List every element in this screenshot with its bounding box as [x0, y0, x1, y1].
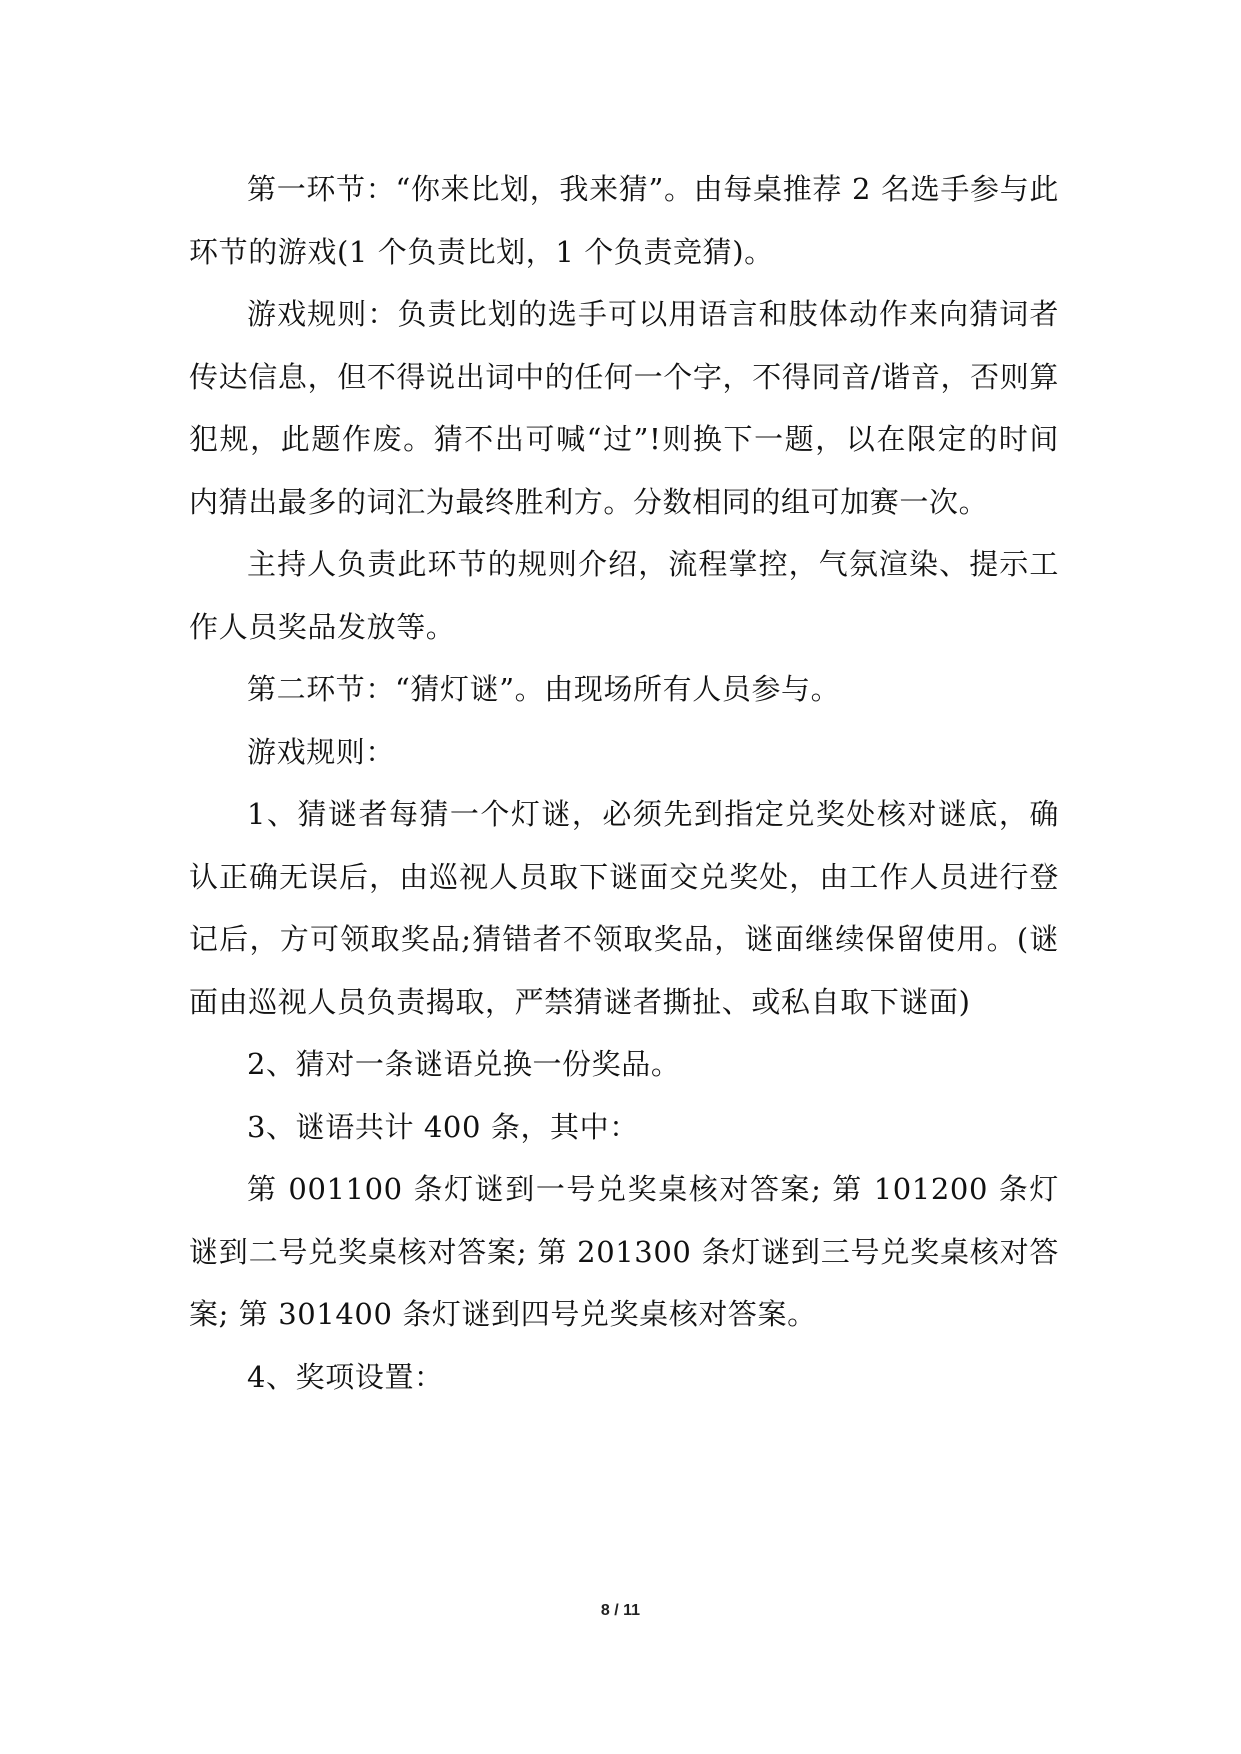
paragraph-rule-3: 3、谜语共计 400 条，其中：	[247, 1109, 639, 1144]
paragraph-rule-1: 1、猜谜者每猜一个灯谜，必须先到指定兑奖处核对谜底，确认正确无误后，由巡视人员取下谜面交兑奖处，由工作人员进行登记后，方可领取奖品;猜错者不领取奖品，谜面继续保留使用。(谜面由巡视人员负责揭取，严禁猜谜者撕扯、或私自取下谜面)	[189, 797, 1059, 1019]
page-body	[189, 158, 1059, 1408]
paragraph-round-two-intro: 第二环节：“猜灯谜”。由现场所有人员参与。	[247, 672, 841, 706]
page-number: 8 / 11	[600, 1602, 641, 1619]
paragraph-rule-4: 4、奖项设置：	[247, 1359, 444, 1394]
paragraph-round-one-intro: 第一环节：“你来比划，我来猜”。由每桌推荐 2 名选手参与此环节的游戏(1 个负责比划，1 个负责竞猜)。	[189, 172, 1059, 269]
paragraph-rule-2: 2、猜对一条谜语兑换一份奖品。	[247, 1047, 681, 1081]
paragraph-round-one-rules: 游戏规则：负责比划的选手可以用语言和肢体动作来向猜词者传达信息，但不得说出词中的任何一个字，不得同音/谐音，否则算犯规，此题作废。猜不出可喊“过”!则换下一题，以在限定的时间内猜出最多的词汇为最终胜利方。分数相同的组可加赛一次。	[189, 297, 1059, 519]
paragraph-rules-heading: 游戏规则：	[247, 734, 396, 769]
paragraph-host-duties: 主持人负责此环节的规则介绍，流程掌控，气氛渲染、提示工作人员奖品发放等。	[189, 547, 1059, 644]
paragraph-answer-tables: 第 001100 条灯谜到一号兑奖桌核对答案; 第 101200 条灯谜到二号兑奖桌核对答案; 第 201300 条灯谜到三号兑奖桌核对答案; 第 301400 条灯谜到四号兑奖桌核对答案。	[189, 1172, 1059, 1331]
